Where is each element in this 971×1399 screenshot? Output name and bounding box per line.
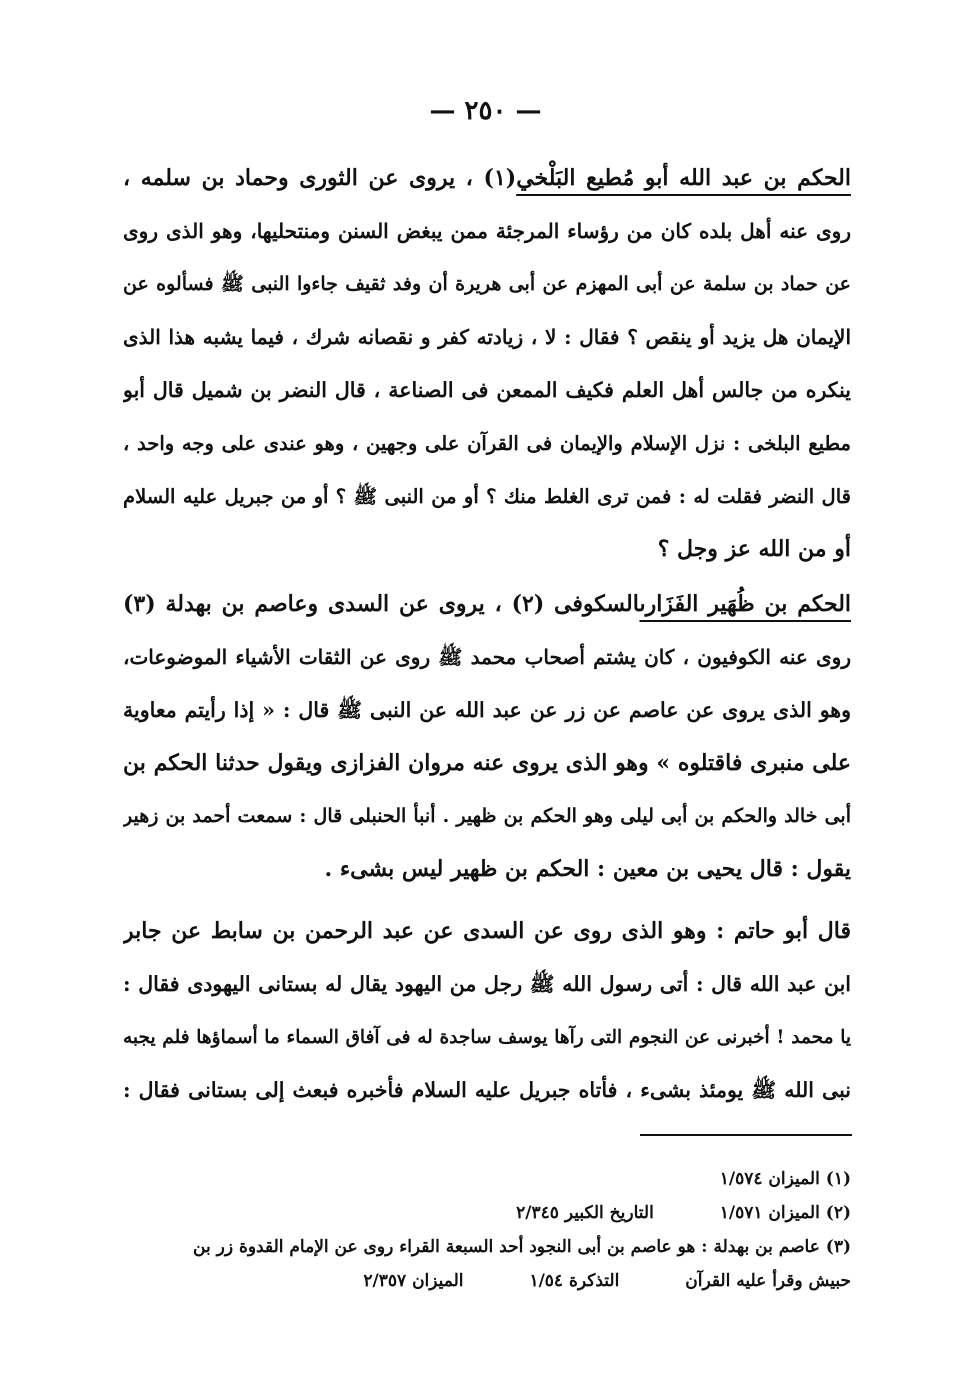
text-line: عن حماد بن سلمة عن أبى المهزم عن أبى هريرة أن وفد ثقيف جاءوا النبى ﷺ فسألوه عن xyxy=(123,273,851,295)
entry-heading-rest: (١) ، يروى عن الثورى وحماد بن سلمه ، xyxy=(123,165,517,191)
biography-entry xyxy=(123,152,851,576)
footnote xyxy=(111,1230,851,1264)
entry-name: الحكم بن عبد الله أبو مُطيع البَلْخي xyxy=(516,165,851,191)
footnote-text: (٣) عاصم بن بهدلة : هو عاصم بن أبى النجود أحد السبعة القراء روى عن الإمام القدوة زر بن xyxy=(193,1237,851,1257)
entry-name: الحكم بن ظُهَير الفَزَارى xyxy=(639,591,851,617)
text-line: الإيمان هل يزيد أو ينقص ؟ فقال : لا ، زيادته كفر و نقصانه شرك ، فيما يشبه هذا الذى xyxy=(123,325,851,349)
text-line: روى عنه الكوفيون ، كان يشتم أصحاب محمد ﷺ روى عن الثقات الأشياء الموضوعات، xyxy=(123,645,851,669)
entry-heading-line xyxy=(123,152,851,205)
paragraph xyxy=(123,905,851,1117)
footnote-divider xyxy=(640,1134,852,1136)
text-line: وهو الذى يروى عن عاصم عن زر عن عبد الله عن النبى ﷺ قال : « إذا رأيتم معاوية xyxy=(123,698,851,722)
footnote-text: (١) الميزان ١/٥٧٤ xyxy=(719,1169,851,1189)
text-line: على منبرى فاقتلوه » وهو الذى يروى عنه مروان الفزازى ويقول حدثنا الحكم بن xyxy=(123,750,851,776)
text-line: مطيع البلخى : نزل الإسلام والإيمان فى القرآن على وجهين ، وهو عندى على وجه واحد ، xyxy=(123,432,851,455)
text-line: نبى الله ﷺ يومئذ بشىء ، فأتاه جبريل عليه السلام فأخبره فبعث إلى بستانى فقال : xyxy=(123,1078,851,1102)
footnote-text: (٢) الميزان ١/٥٧١ xyxy=(719,1203,851,1223)
text-line: ابن عبد الله قال : أتى رسول الله ﷺ رجل من اليهود يقال له بستانى اليهودى فقال : xyxy=(123,972,851,996)
text-line: أو من الله عز وجل ؟ xyxy=(657,536,851,562)
footnote-reference: التاريخ الكبير ٢/٣٤٥ xyxy=(516,1203,654,1223)
biography-entry xyxy=(123,578,851,896)
entry-heading-line xyxy=(123,578,851,631)
footnote-text: حبيش وقرأ عليه القرآن xyxy=(685,1271,851,1291)
footnote-reference: الميزان ٢/٣٥٧ xyxy=(363,1271,464,1291)
text-line: يقول : قال يحيى بن معين : الحكم بن ظهير ليس بشىء . xyxy=(324,856,851,882)
footnote-reference: التذكرة ١/٥٤ xyxy=(529,1271,620,1291)
entry-heading-rest: السكوفى (٢) ، يروى عن السدى وعاصم بن بهدلة (٣) xyxy=(123,591,640,617)
page-number: — ٢٥٠ — xyxy=(429,96,542,126)
footnote xyxy=(111,1196,851,1230)
text-line: قال النضر فقلت له : فمن ترى الغلط منك ؟ أو من النبى ﷺ ؟ أو من جبريل عليه السلام xyxy=(123,485,851,508)
text-line: يا محمد ! أخبرنى عن النجوم التى رآها يوسف ساجدة له فى آفاق السماء ما أسماؤها فلم يجبه xyxy=(123,1027,851,1048)
footnotes xyxy=(111,1162,851,1298)
footnote xyxy=(111,1264,851,1298)
text-line: قال أبو حاتم : وهو الذى روى عن السدى عن عبد الرحمن بن سابط عن جابر xyxy=(123,918,851,944)
text-line: ينكره من جالس أهل العلم فكيف الممعن فى الصناعة ، قال النضر بن شميل قال أبو xyxy=(123,378,851,402)
text-line: أبى خالد والحكم بن أبى ليلى وهو الحكم بن ظهير . أنبأ الحنبلى قال : سمعت أحمد بن زهير xyxy=(123,805,851,827)
text-line: روى عنه أهل بلده كان من رؤساء المرجئة ممن يبغض السنن ومنتحليها، وهو الذى روى xyxy=(123,219,851,243)
footnote xyxy=(111,1162,851,1196)
